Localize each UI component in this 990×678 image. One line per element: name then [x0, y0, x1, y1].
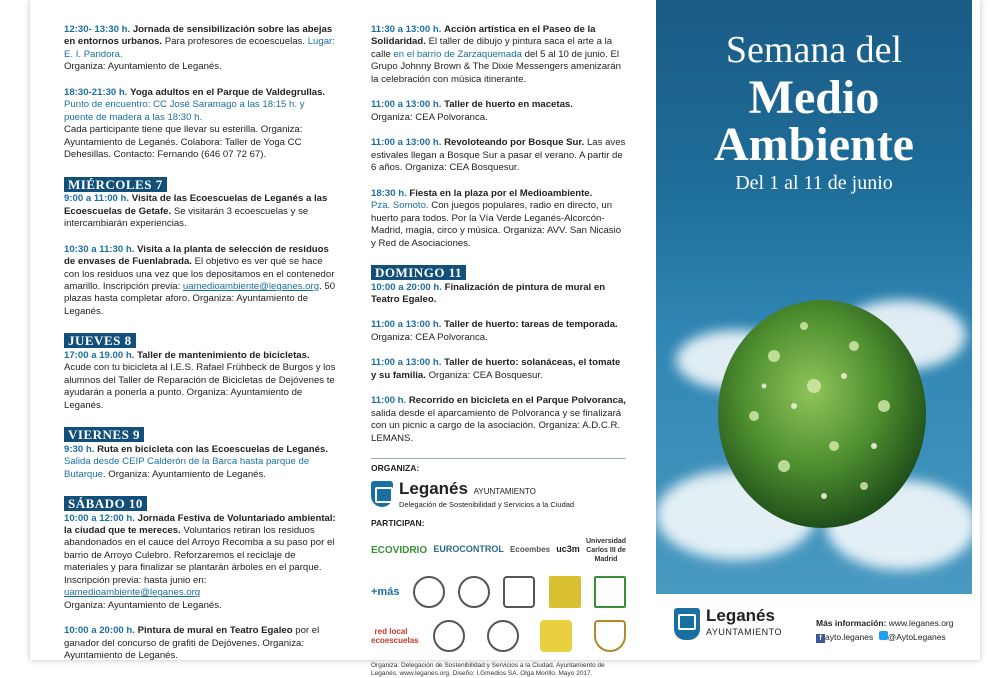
email-link[interactable]: uamedioambiente@leganes.org: [64, 587, 201, 599]
event-text: por el ganador del concurso de grafiti de Dejóvenes. Organiza: Ayuntamiento de Leganés.: [64, 625, 320, 662]
facebook-icon: f: [816, 634, 825, 643]
ayuntamiento-label: AYUNTAMIENTO: [706, 627, 783, 637]
yellow-badge-icon: [540, 620, 572, 652]
event-organizer: Organiza: CEA Polvoranca.: [371, 111, 488, 123]
leganes-wordmark: Leganés: [399, 479, 468, 499]
event: [64, 625, 336, 662]
sponsors-block: [371, 518, 626, 656]
cover-dates: Del 1 al 11 de junio: [735, 172, 893, 194]
event-time: 18:30-21:30 h.: [64, 86, 128, 98]
event-time: 11:00 a 13:00 h.: [371, 357, 442, 369]
cover-title-line2: Medio: [748, 71, 880, 124]
event-organizer: Organiza: Ayuntamiento de Leganés.: [64, 599, 222, 611]
divider: [371, 458, 626, 459]
event-organizer: Organiza: CEA Bosquesur.: [425, 369, 543, 381]
ecovidrio-logo: ECOVIDRIO: [371, 544, 428, 556]
ayuntamiento-label: AYUNTAMIENTO: [473, 487, 536, 497]
credits-text: Organiza: Delegación de Sostenibilidad y Servicios a la Ciudad. Ayuntamiento de Leganés. www.leganes.org. Diseño: I.Gmedios SA. Olga Morillo. Mayo 2017.: [371, 662, 605, 678]
yellow-logo-icon: [549, 576, 581, 608]
event-text: Las aves estivales llegan a Bosque Sur a pasar el verano. A partir de 6 años. Organiza: CEA Bosquesur.: [371, 137, 626, 174]
event-text: Para profesores de ecoescuelas.: [162, 36, 308, 48]
program-column-2: [371, 24, 626, 678]
event-time: 11:00 h.: [371, 395, 407, 407]
event: [371, 99, 626, 124]
event-time: 11:00 a 13:00 h.: [371, 99, 442, 111]
uc3m-university-label: Universidad Carlos III de Madrid: [585, 537, 627, 563]
event-organizer: Organiza: CEA Polvoranca.: [371, 331, 488, 343]
event-title: Pintura de mural en Teatro Egaleo: [137, 625, 293, 637]
event-time: 12:30- 13:30 h.: [64, 24, 131, 35]
association-seal-icon: [413, 576, 445, 608]
event-title: Visita de las Ecoescuelas de Leganés a las Ecoescuelas de Getafe.: [64, 193, 328, 217]
event-time: 11:30 a 13:00 h.: [371, 24, 442, 35]
event-text: Voluntarios retiran los residuos abandonados en el cauce del Arroyo Recomba a su paso por el barrio de Arroyo Culebro. Reforzaremos el reciclaje de materiales y para finalizar se plantarán árboles en el parque. Inscripción previa: hasta junio en:: [64, 525, 335, 586]
event-time: 9:30 h.: [64, 443, 95, 455]
event-time: 9:00 a 11:00 h.: [64, 193, 130, 205]
event-place: Punto de encuentro: CC José Saramago a las 18:15 h. y puente de madera a las 18:30 h.: [64, 99, 305, 123]
event-title: Taller de huerto en macetas.: [444, 99, 573, 111]
day-header: SÁBADO 10: [64, 496, 147, 511]
organizer-block: [371, 463, 626, 510]
event-title: Acción artística en el Paseo de la Solidaridad.: [371, 24, 596, 48]
event-time: 10:00 a 20:00 h.: [371, 281, 442, 293]
event-place: Pza. Somoto.: [371, 200, 429, 212]
event-text: Con juegos populares, radio en directo, un huerto para todos. Por la Vía Verde Leganés-Alcorcón-Madrid, magia, circo y música. Organiza: AVV. San Nicasio y Red de Asociaciones.: [371, 200, 622, 249]
uc3m-logo: uc3m: [556, 544, 580, 555]
event: [64, 24, 336, 74]
program-column-1: [64, 24, 336, 676]
event-text: Se visitarán 3 ecoescuelas y se intercambiarán experiencias.: [64, 205, 309, 230]
delegacion-label: Delegación de Sostenibilidad y Servicios a la Ciudad: [399, 500, 575, 510]
event-time: 18:30 h.: [371, 187, 407, 199]
leganes-shield-icon: [674, 608, 700, 640]
event-title: Ruta en bicicleta con las Ecoescuelas de Leganés.: [97, 443, 328, 455]
event-title: Finalización de pintura de mural en Teatro Egaleo.: [371, 281, 606, 305]
event-place: Lugar: E. I. Pandora.: [64, 36, 335, 60]
club-shield-icon: [594, 620, 626, 652]
event-title: Jornada de sensibilización sobre las abejas en entornos urbanos.: [64, 24, 333, 48]
day-header: DOMINGO 11: [371, 265, 466, 280]
cover-title-line1: Semana del: [725, 29, 903, 71]
event-place: Salida desde CEIP Calderón de la Barca hasta parque de Butarque.: [64, 456, 310, 480]
event: [64, 513, 336, 613]
event: [64, 87, 336, 162]
mas-info-label: Más información:: [816, 618, 887, 628]
event-text: salida desde el aparcamiento de Polvoranca y se finalizará con un picnic a cargo de la asociación. Organiza: A.D.C.R. LEMANS.: [371, 407, 622, 444]
event: [64, 193, 336, 230]
green-globe-illustration: [714, 296, 930, 532]
association-seal-icon: [458, 576, 490, 608]
event: [64, 350, 336, 412]
event-title: Recorrido en bicicleta en el Parque Polvoranca,: [408, 395, 626, 407]
twitter-link[interactable]: @AytoLeganes: [887, 632, 946, 642]
event-text: Organiza: Ayuntamiento de Leganés.: [105, 468, 266, 480]
association-seal-icon: [433, 620, 465, 652]
website-link[interactable]: www.leganes.org: [888, 618, 954, 628]
market-logo-icon: [487, 620, 519, 652]
event-text: . 50 plazas hasta completar aforo. Organiza: Ayuntamiento de Leganés.: [64, 280, 336, 317]
event-place: en el barrio de Zarzaquemada: [393, 48, 522, 60]
event-time: 10:00 a 20:00 h.: [64, 625, 135, 637]
event-title: Visita a la planta de selección de residuos de envases de Fuenlabrada.: [64, 243, 329, 268]
sports-club-icon: [503, 576, 535, 608]
event-title: Jornada Festiva de Voluntariado ambiental: la ciudad que te mereces.: [64, 512, 336, 536]
event: [371, 395, 626, 445]
cover-footer: [656, 594, 972, 660]
organiza-label: ORGANIZA:: [371, 463, 420, 474]
event-time: 11:00 a 13:00 h.: [371, 137, 442, 149]
event: [371, 319, 626, 344]
event-text: del 5 al 10 de junio. El Grupo Johnny Brown & The Dixie Messengers amenizarán la celebración con música itinerante.: [371, 48, 621, 85]
event-title: Taller de mantenimiento de bicicletas.: [137, 349, 310, 361]
event: [371, 357, 626, 382]
cover-title-line3: Ambiente: [714, 118, 914, 171]
contact-info: [816, 616, 953, 644]
event: [371, 24, 626, 86]
event-title: Yoga adultos en el Parque de Valdegrullas.: [130, 86, 326, 98]
email-link[interactable]: uamedioambiente@leganes.org: [182, 280, 320, 292]
ecoembes-logo: Ecoembes: [510, 544, 551, 554]
mas-logo: +más: [371, 585, 400, 598]
event-text: Cada participante tiene que llevar su esterilla. Organiza: Ayuntamiento de Leganés. Colabora: Taller de Yoga CC Dehesillas. Contacto: Fernando (646 07 72 67).: [64, 124, 303, 161]
event-time: 11:00 a 13:00 h.: [371, 319, 442, 331]
event-time: 10:00 a 12:00 h.: [64, 512, 135, 524]
event-organizer: Organiza: Ayuntamiento de Leganés.: [64, 61, 222, 73]
leganes-shield-icon: [371, 481, 393, 507]
facebook-link[interactable]: ayto.leganes: [825, 632, 874, 642]
event-title: Taller de huerto: solanáceas, el tomate y su familia.: [371, 357, 621, 381]
day-header: JUEVES 8: [64, 333, 136, 348]
event-text: Acude con tu bicicleta al I.E.S. Rafael Frühbeck de Burgos y los alumnos del Taller de Reparación de Bicicletas de Dejóvenes te ayudarán a ponerla a punto. Organiza: Ayuntamiento de Leganés.: [64, 362, 336, 411]
red-local-logo: red local ecoescuelas: [371, 627, 419, 646]
event-text: El objetivo es ver qué se hace con los residuos una vez que los depositamos en el contenedor amarillo. Inscripción previa:: [64, 256, 335, 292]
event-title: Taller de huerto: tareas de temporada.: [444, 319, 618, 331]
event-title: Fiesta en la plaza por el Medioambiente.: [409, 187, 593, 199]
event-title: Revoloteando por Bosque Sur.: [444, 137, 585, 149]
event: [64, 444, 336, 481]
day-header: VIERNES 9: [64, 427, 144, 442]
leganes-wordmark: Leganés: [706, 606, 775, 625]
event: [64, 244, 336, 319]
day-header: MIÉRCOLES 7: [64, 177, 167, 192]
event-text: El taller de dibujo y pintura saca el arte a la calle: [371, 36, 613, 60]
event-time: 10:30 a 11:30 h.: [64, 243, 135, 255]
event: [371, 282, 626, 307]
cover-panel: [656, 0, 972, 594]
twitter-icon: [879, 631, 888, 640]
event: [371, 137, 626, 174]
association-badge-icon: [594, 576, 626, 608]
eurocontrol-logo: EUROCONTROL: [433, 544, 504, 555]
participan-label: PARTICIPAN:: [371, 518, 425, 529]
event: [371, 188, 626, 250]
event-time: 17:00 a 19.00 h.: [64, 349, 135, 361]
